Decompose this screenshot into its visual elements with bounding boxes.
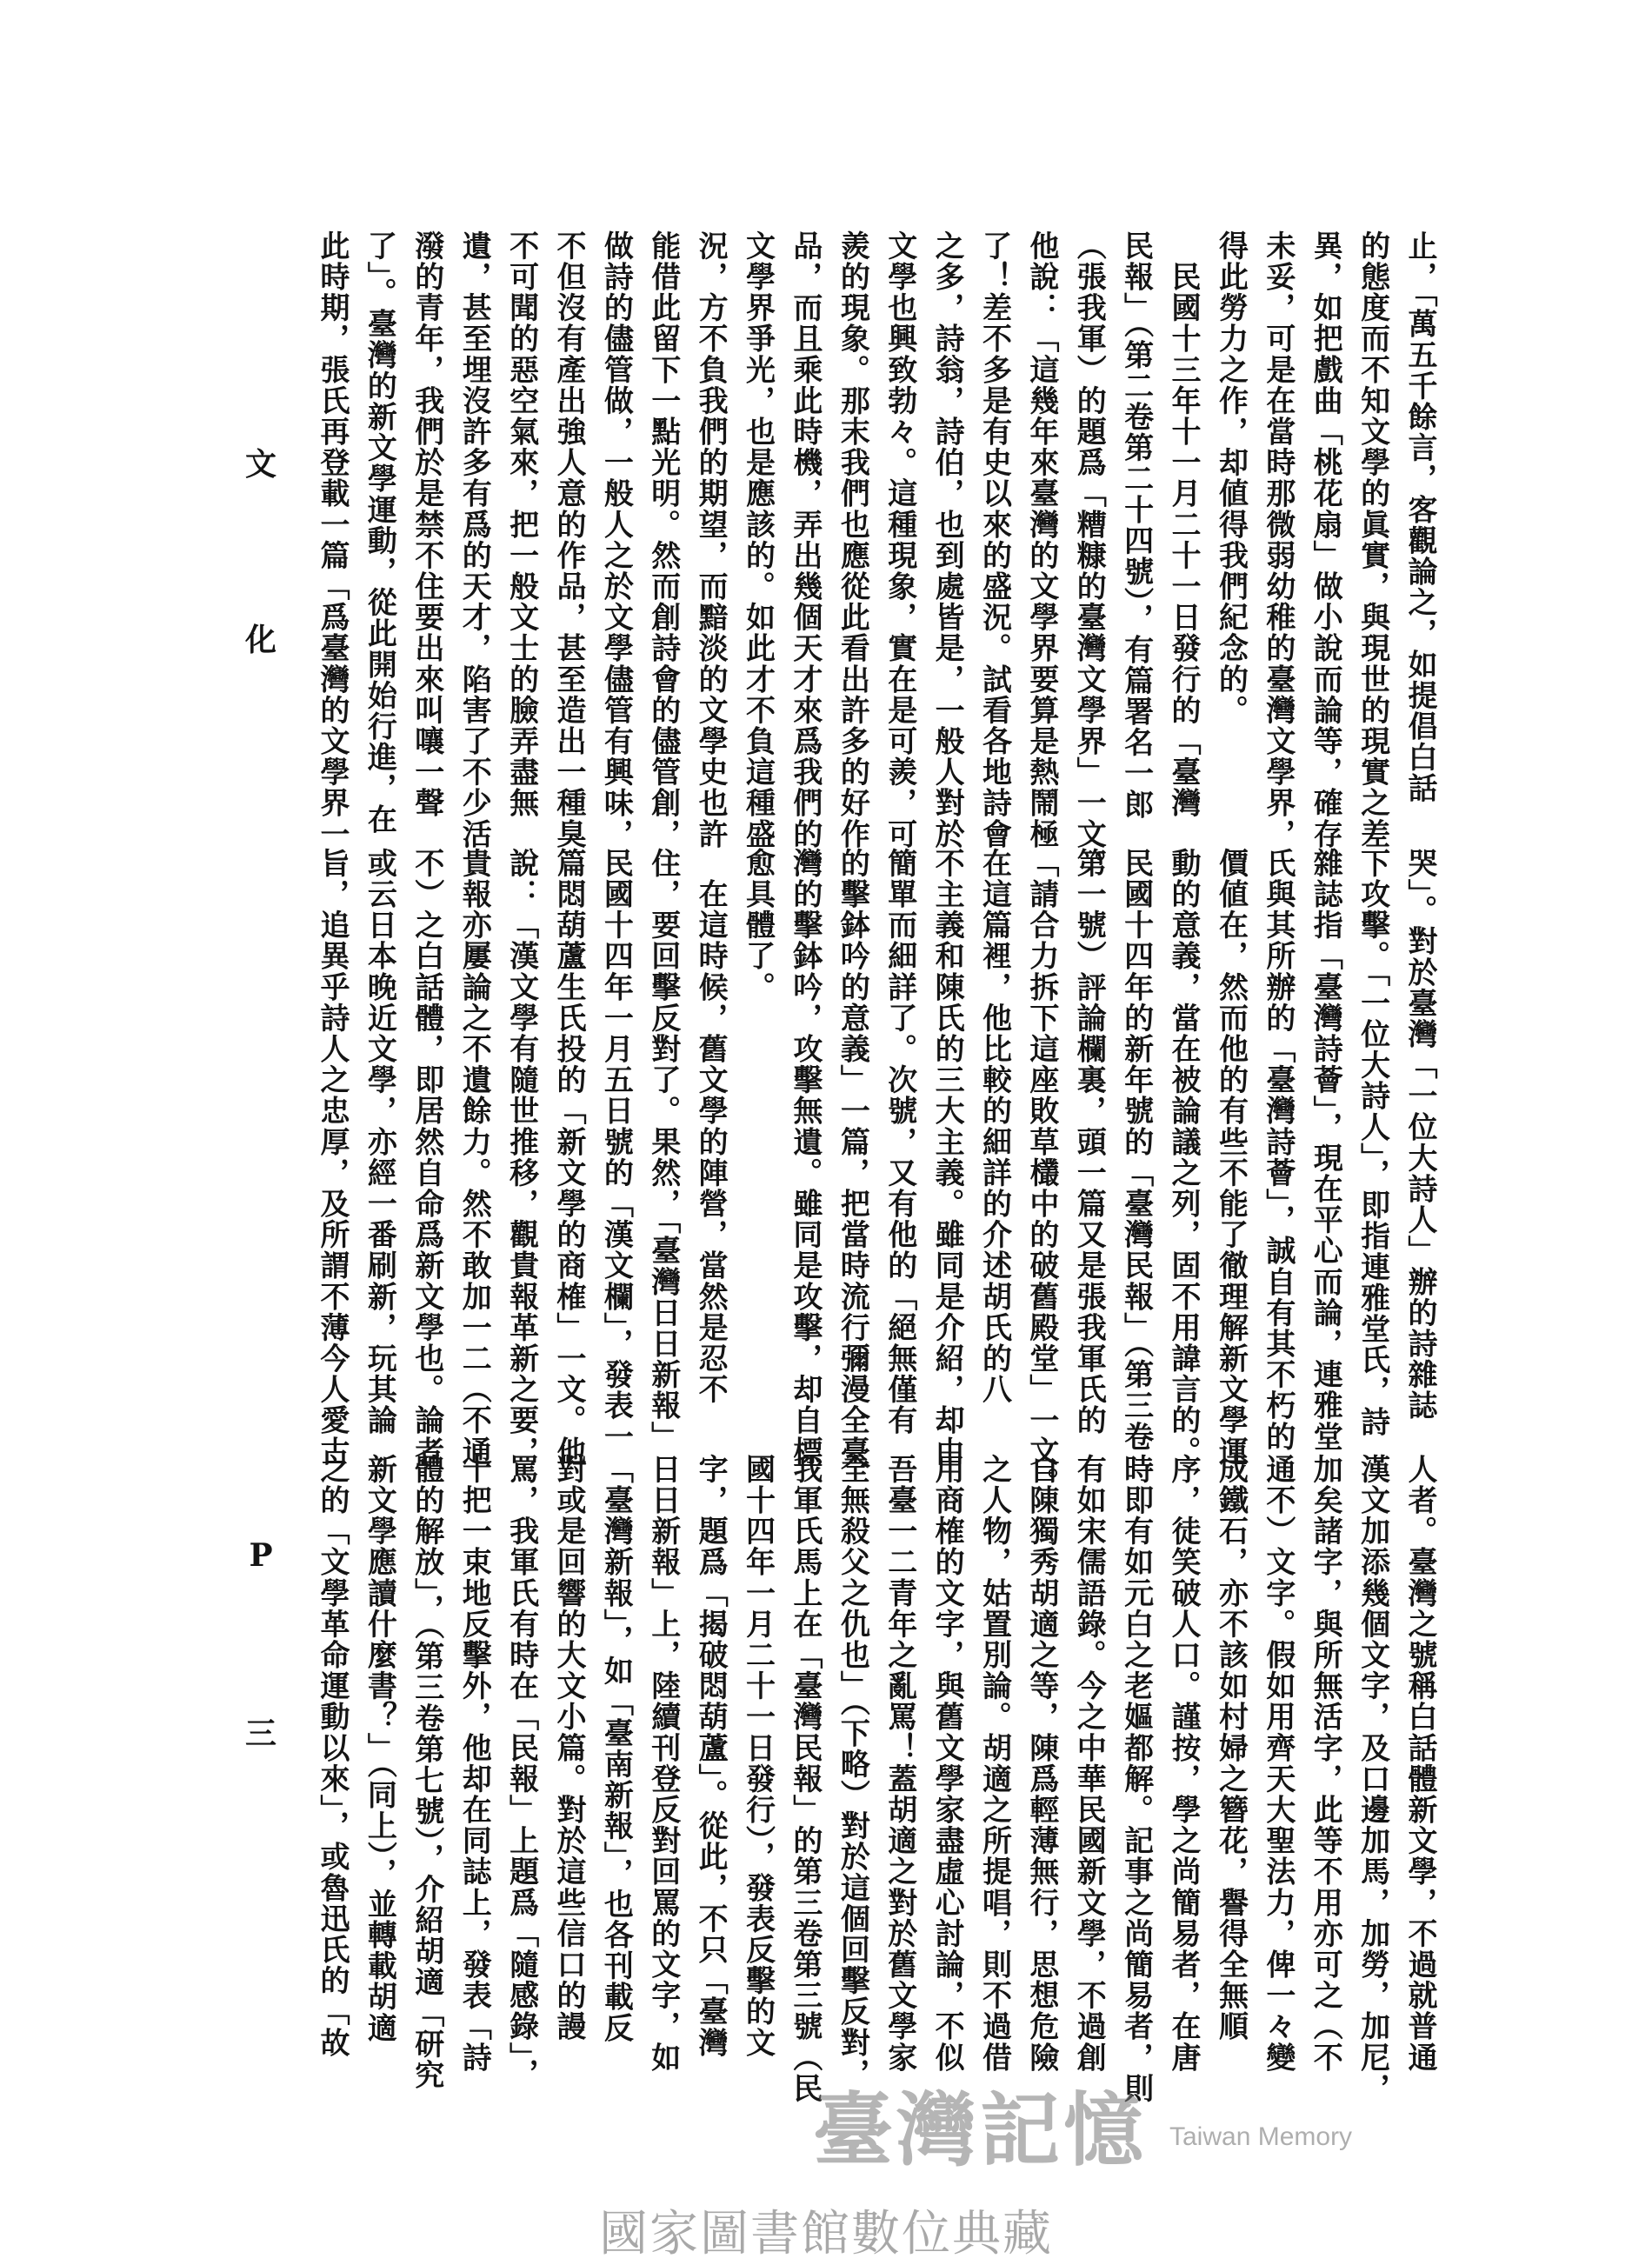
text-column: 罵，我軍氏有時在「民報」上題爲「隨感錄」， bbox=[503, 1454, 539, 2089]
text-column: 在這時候，舊文學的陣營，當然是忍不 bbox=[693, 848, 729, 1405]
text-column: 愈具體了。 bbox=[740, 848, 776, 1003]
text-column: 遺，甚至埋沒許多有爲的天才，陷害了不少活 bbox=[456, 230, 492, 849]
watermark-logo-subtitle: Taiwan Memory bbox=[1169, 2122, 1353, 2151]
text-column: 動的意義，當在被論議之列，固不用諱言的。 bbox=[1166, 848, 1202, 1467]
text-column: 做詩的儘管做，一般人之於文學儘管有興味， bbox=[598, 230, 634, 849]
text-column: 說：「漢文學有隨世推移，觀貴報革新之要， bbox=[503, 848, 539, 1467]
text-column: 國十四年一月二十一日發行），發表反擊的文 bbox=[740, 1454, 776, 2058]
text-column: 貴報亦屢論之不遺餘力。然不敢加一二（不通 bbox=[456, 848, 492, 1467]
text-column: 止，「萬五千餘言，客觀論之，如提倡白話 bbox=[1402, 230, 1437, 804]
text-column: 第一號）評論欄裏，頭一篇又是張我軍氏的 bbox=[1071, 848, 1107, 1436]
text-column: 篇悶葫蘆生氏投的「新文學的商榷」一文。他 bbox=[550, 848, 586, 1467]
text-column: 此時期，張氏再登載一篇「爲臺灣的文學界一 bbox=[315, 230, 350, 849]
text-column: 不但沒有產出強人意的作品，甚至造出一種臭 bbox=[550, 230, 586, 849]
text-column: 時即有如元白之老嫗都解。記事之尚簡易者，則 bbox=[1118, 1454, 1154, 2104]
text-column: 成鐵石，亦不該如村婦之簪花，譽得全無順 bbox=[1213, 1454, 1249, 2042]
running-head-section-char: 文 bbox=[244, 446, 276, 483]
text-column: 異，如把戲曲「桃花扇」做小說而論等，確存 bbox=[1308, 230, 1343, 849]
text-column: 的擊鉢吟的意義」一篇，把當時流行彌漫全臺 bbox=[835, 848, 870, 1467]
text-column: 體的解放」，（第三卷第七號），介紹胡適「研究 bbox=[409, 1454, 444, 2091]
text-column: 之人物，姑置別論。胡適之所提唱，則不過借 bbox=[976, 1454, 1012, 2073]
text-column: 未妥，可是在當時那微弱幼稚的臺灣文學界， bbox=[1260, 230, 1296, 849]
text-column: 得此勞力之作，却値得我們紀念的。 bbox=[1213, 230, 1249, 726]
text-column: 民報」（第二卷第二十四號），有篇署名一郎 bbox=[1118, 230, 1154, 820]
text-column: 羨的現象。那末我們也應從此看出許多的好作 bbox=[835, 230, 870, 849]
text-column: 「臺灣新報」，如「臺南新報」，也各刊載反 bbox=[598, 1454, 634, 2043]
text-column: 潑的青年，我們於是禁不住要出來叫嚷一聲 bbox=[409, 230, 444, 819]
text-column: 或云日本晚近文學，亦經一番刷新，玩其論 bbox=[362, 848, 397, 1436]
text-column: 對或是回響的大文小篇。對於這些信口的謾 bbox=[550, 1454, 586, 2042]
page-number-prefix: P bbox=[249, 1537, 273, 1574]
text-band-top bbox=[308, 230, 1443, 881]
text-column: 雜誌指「臺灣詩薈」，現在平心而論，連雅堂 bbox=[1308, 848, 1343, 1452]
text-column: 字，題爲「揭破悶葫蘆」。從此，不只「臺灣 bbox=[693, 1454, 729, 2058]
text-band-middle bbox=[308, 848, 1443, 1498]
text-column: 我軍氏馬上在「臺灣民報」的第三卷第三號（民 bbox=[787, 1454, 823, 2104]
text-column: 不）之白話體，即居然自命爲新文學也。論者 bbox=[409, 848, 444, 1467]
text-column: 人者。臺灣之號稱白話體新文學，不過就普通 bbox=[1402, 1454, 1437, 2073]
text-column: 之的「文學革命運動以來」，或魯迅氏的「故 bbox=[315, 1454, 350, 2058]
watermark-logo: 臺灣記憶 bbox=[813, 2083, 1148, 2177]
text-column: 序，徒笑破人口。謹按，學之尚簡易者，在唐 bbox=[1166, 1454, 1202, 2073]
text-column: 民國十三年十一月二十一日發行的「臺灣 bbox=[1166, 230, 1202, 819]
text-column: 的態度而不知文學的眞實，與現世的現實之差 bbox=[1355, 230, 1390, 849]
text-column: 加矣諸字，與所無活字，此等不用亦可之（不 bbox=[1308, 1454, 1343, 2073]
text-column: 價値在，然而他的有些不能了徹理解新文學運 bbox=[1213, 848, 1249, 1467]
text-column: 簡單而細詳了。次號，又有他的「絕無僅有 bbox=[882, 848, 917, 1436]
text-column: 文學界爭光，也是應該的。如此才不負這種盛 bbox=[740, 230, 776, 849]
text-column: 自陳獨秀胡適之等，陳爲輕薄無行，思想危險 bbox=[1023, 1454, 1059, 2073]
text-column: （張我軍）的題爲「糟糠的臺灣文學界」一文。 bbox=[1071, 230, 1107, 881]
text-column: 旨，追異乎詩人之忠厚，及所謂不薄今人愛古 bbox=[315, 848, 350, 1467]
text-column: 灣的擊鉢吟，攻擊無遺。雖同是攻擊，却自標 bbox=[787, 848, 823, 1467]
text-column: 民國十四年一月五日號的「漢文欄」，發表一 bbox=[598, 848, 634, 1452]
text-column: 通不）文字。假如用齊天大聖法力，俾一々變 bbox=[1260, 1454, 1296, 2073]
text-column: 了」。臺灣的新文學運動，從此開始行進，在 bbox=[362, 230, 397, 835]
text-column: 氏與其所辦的「臺灣詩薈」，誠自有其不朽的 bbox=[1260, 848, 1296, 1452]
text-column: 漢文加添幾個文字，及口邊加馬，加勞，加尼， bbox=[1355, 1454, 1390, 2104]
text-column: 有如宋儒語錄。今之中華民國新文學，不過創 bbox=[1071, 1454, 1107, 2073]
text-column: 下攻擊。「一位大詩人」，即指連雅堂氏，詩 bbox=[1355, 848, 1390, 1437]
text-band-bottom bbox=[308, 1454, 1443, 2104]
text-column: 不主義和陳氏的三大主義。雖同是介紹，却由 bbox=[929, 848, 965, 1467]
archive-footer: 國家圖書館數位典藏 bbox=[599, 2206, 1053, 2262]
page-number: 三 bbox=[244, 1715, 276, 1752]
text-column: 能借此留下一點光明。然而創詩會的儘管創， bbox=[645, 230, 681, 849]
text-column: 了！差不多是有史以來的盛況。試看各地詩會 bbox=[976, 230, 1012, 849]
running-head-section-char: 化 bbox=[244, 622, 276, 658]
text-column: 哭」。對於臺灣「一位大詩人」辦的詩雜誌 bbox=[1402, 848, 1437, 1422]
text-column: 他說：「這幾年來臺灣的文學界要算是熱鬧極 bbox=[1023, 230, 1059, 849]
text-column: 不可聞的惡空氣來，把一般文士的臉弄盡無 bbox=[503, 230, 539, 819]
text-column: 況，方不負我們的期望，而黯淡的文學史也許 bbox=[693, 230, 729, 849]
text-column: 新文學應讀什麼書？」（同上），並轉載胡適 bbox=[362, 1454, 397, 2043]
text-column: 品，而且乘此時機，弄出幾個天才來爲我們的 bbox=[787, 230, 823, 849]
text-column: 十把一束地反擊外，他却在同誌上，發表「詩 bbox=[456, 1454, 492, 2073]
text-column: 日日新報」上，陸續刊登反對回罵的文字，如 bbox=[645, 1454, 681, 2073]
text-column: 「請合力拆下這座敗草欉中的破舊殿堂」一文。 bbox=[1023, 848, 1059, 1498]
text-column: 住，要回擊反對了。果然，「臺灣日日新報」 bbox=[645, 848, 681, 1452]
text-column: 在這篇裡，他比較的細詳的介述胡氏的八 bbox=[976, 848, 1012, 1405]
text-column: 吾臺一二青年之亂罵！蓋胡適之對於舊文學家 bbox=[882, 1454, 917, 2073]
text-column: 全無殺父之仇也」（下略）對於這個回擊反對， bbox=[835, 1454, 870, 2089]
text-column: 之多，詩翁，詩伯，也到處皆是，一般人對於 bbox=[929, 230, 965, 849]
text-column: 用商榷的文字，與舊文學家盡虛心討論，不似 bbox=[929, 1454, 965, 2073]
text-column: 文學也興致勃々。這種現象，實在是可羨，可 bbox=[882, 230, 917, 849]
text-column: 民國十四年的新年號的「臺灣民報」（第三卷 bbox=[1118, 848, 1154, 1452]
